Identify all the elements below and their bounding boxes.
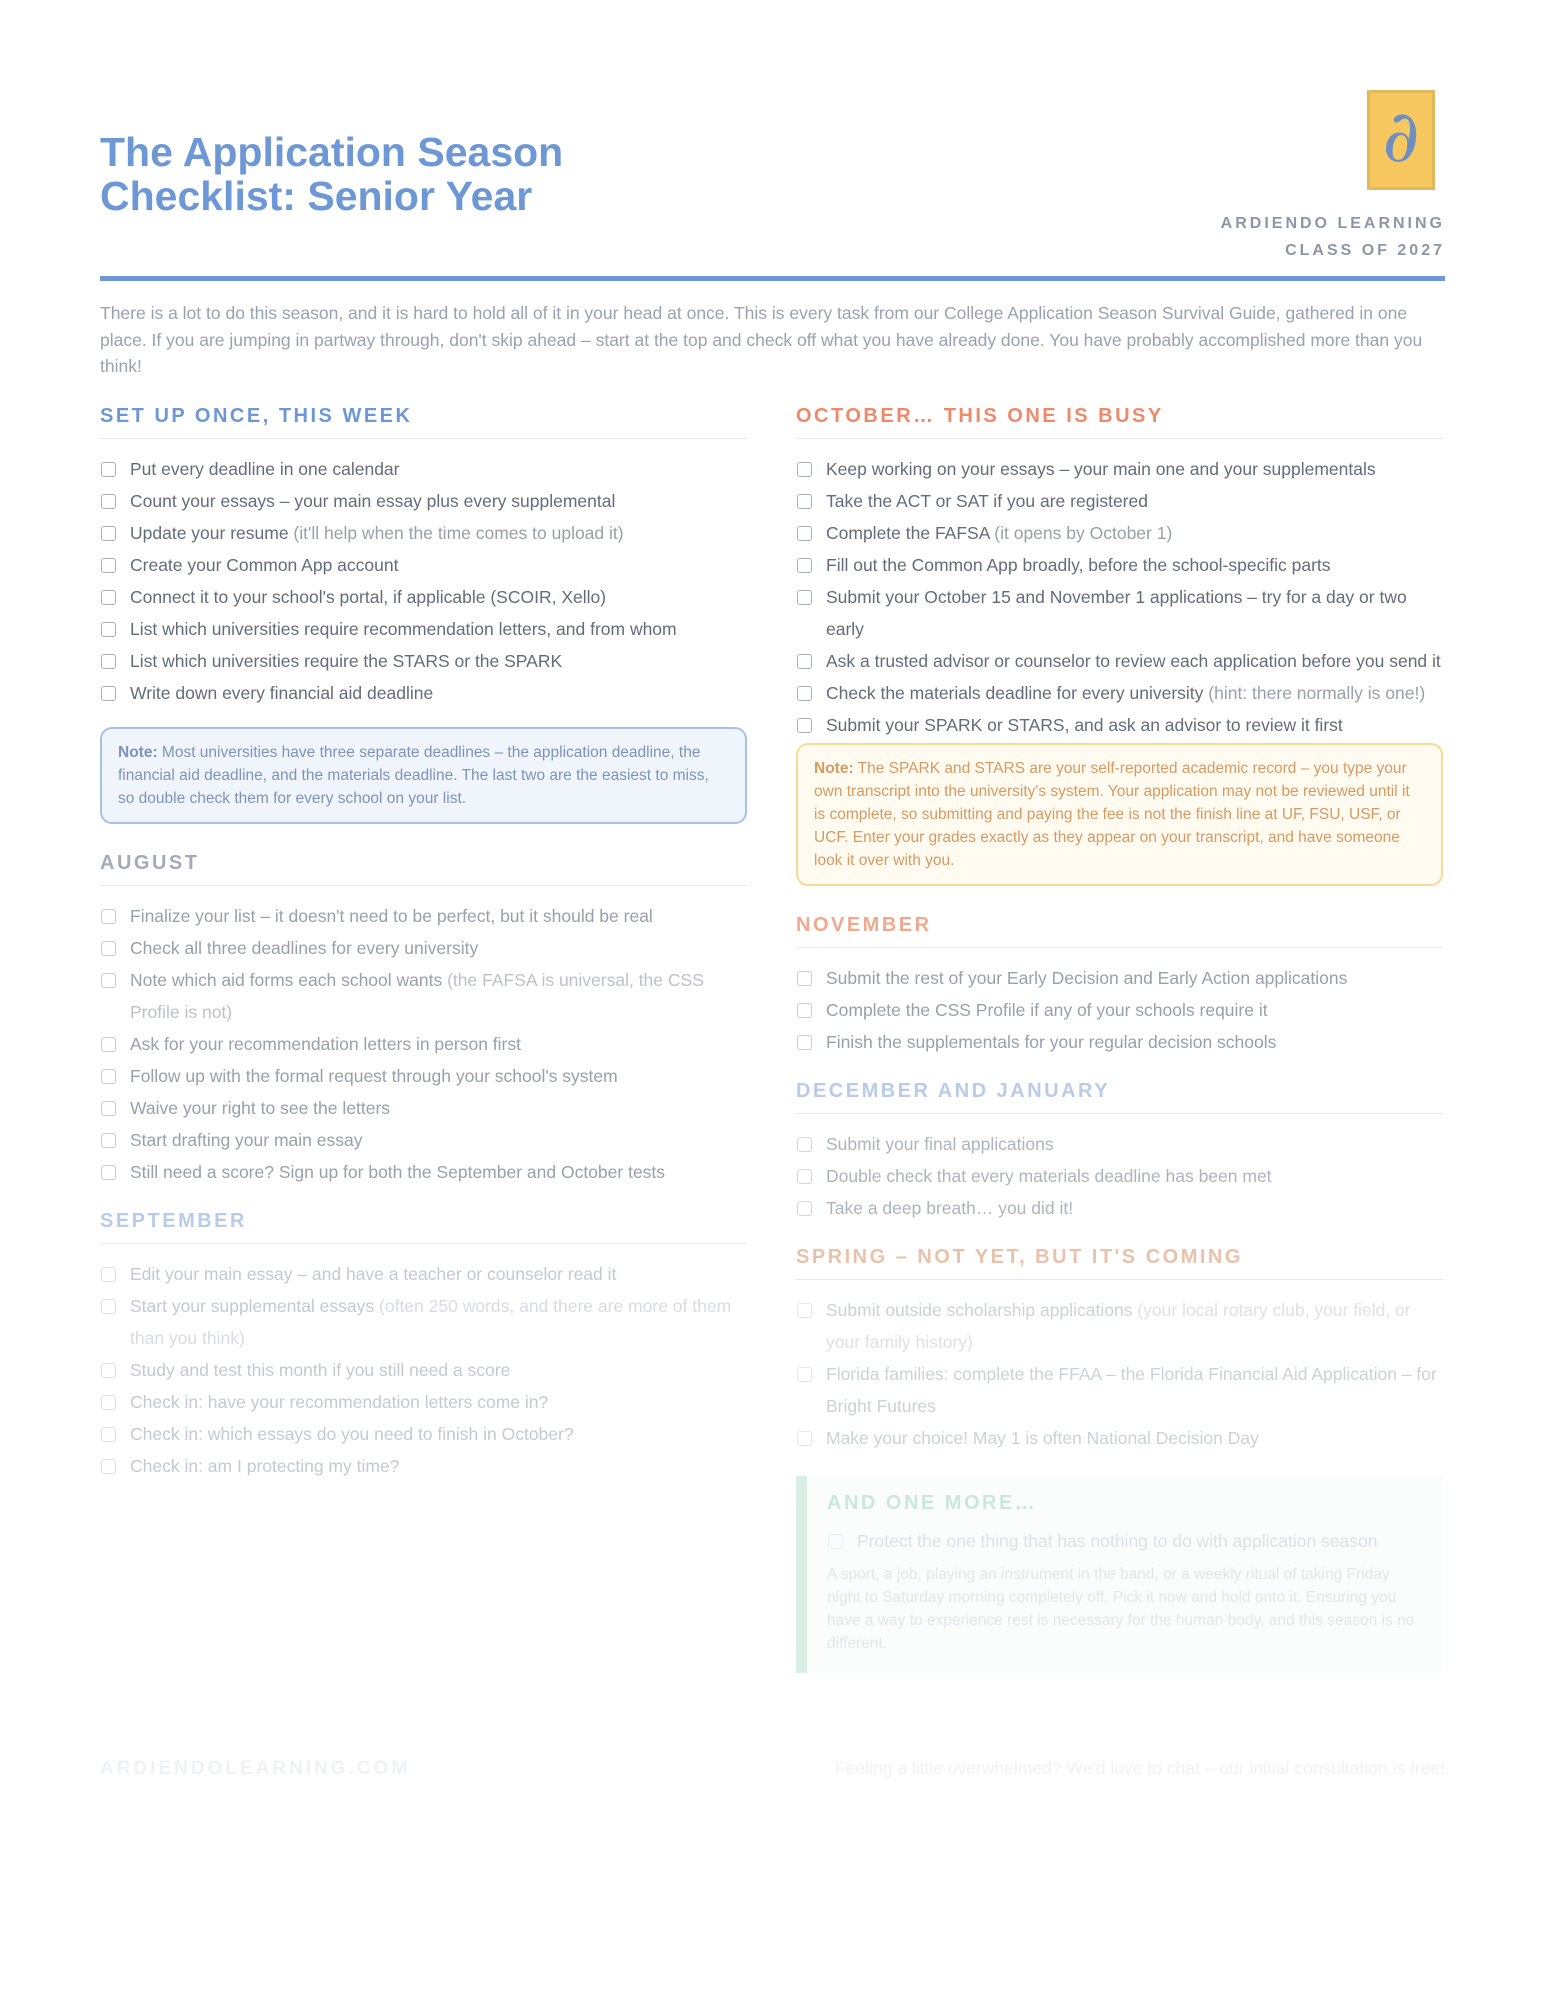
checkbox[interactable] <box>101 1427 116 1442</box>
item-hint: (hint: there normally is one!) <box>1208 683 1426 703</box>
brand-name: ARDIENDO LEARNING <box>1220 215 1445 232</box>
item-text: Count your essays – your main essay plus every supplemental <box>130 491 616 511</box>
checkbox[interactable] <box>101 590 116 605</box>
checkbox[interactable] <box>101 494 116 509</box>
item-hint: (it'll help when the time comes to upload it) <box>293 523 624 543</box>
item-text: Take a deep breath… you did it! <box>826 1198 1074 1218</box>
checklist-item[interactable] <box>796 549 1443 581</box>
checklist-item[interactable] <box>100 1028 747 1060</box>
item-text: Complete the FAFSA <box>826 523 995 543</box>
note-text: Most universities have three separate deadlines – the application deadline, the financial aid deadline, and the materials deadline. The last two are the easiest to miss, so double check them for every school on your list. <box>118 744 709 807</box>
checklist-item[interactable] <box>100 1156 747 1188</box>
item-text: Keep working on your essays – your main one and your supplementals <box>826 459 1376 479</box>
item-text: Make your choice! May 1 is often National Decision Day <box>826 1428 1259 1448</box>
checkbox[interactable] <box>797 686 812 701</box>
checklist-item[interactable] <box>100 1386 747 1418</box>
checkbox[interactable] <box>797 1303 812 1318</box>
checkbox[interactable] <box>797 1035 812 1050</box>
checklist-item[interactable] <box>100 1418 747 1450</box>
checklist <box>796 1128 1443 1224</box>
intro-paragraph: There is a lot to do this season, and it is hard to hold all of it in your head at once. This is every task from our College Application Season Survival Guide, gathered in one place. If you are jumping in partway through, don't skip ahead – start at the top and check off what you have already done. You have probably accomplished more than you think! <box>100 303 1423 376</box>
checkbox[interactable] <box>101 1037 116 1052</box>
checkbox[interactable] <box>797 1201 812 1216</box>
item-text: Check in: which essays do you need to finish in October? <box>130 1424 574 1444</box>
checklist-item[interactable] <box>796 962 1443 994</box>
item-hint: (the FAFSA is universal, the CSS Profile is not) <box>130 970 704 1022</box>
section-heading: SEPTEMBER <box>100 1210 747 1244</box>
footer-cta: Feeling a little overwhelmed? We'd love to chat – our initial consultation is free! <box>834 1758 1445 1778</box>
item-text: Note which aid forms each school wants <box>130 970 448 990</box>
checkbox[interactable] <box>797 1137 812 1152</box>
checklist <box>100 453 747 709</box>
deadlines-note <box>100 727 747 824</box>
checklist-item[interactable] <box>796 1294 1443 1358</box>
checkbox[interactable] <box>797 718 812 733</box>
item-text: Submit your final applications <box>826 1134 1054 1154</box>
item-text: Still need a score? Sign up for both the September and October tests <box>130 1162 666 1182</box>
checklist <box>796 962 1443 1058</box>
section-october <box>796 405 1443 886</box>
more-text: A sport, a job, playing an instrument in the band, or a weekly ritual of taking Friday night to Saturday morning completely off. Pick it now and hold onto it. Ensuring you have a way to experience rest is necessary for the human body, and this season is no different. <box>827 1566 1415 1652</box>
item-text: Finish the supplementals for your regular decision schools <box>826 1032 1277 1052</box>
checklist <box>100 1258 747 1482</box>
checklist <box>796 1294 1443 1454</box>
checkbox[interactable] <box>101 462 116 477</box>
checkbox[interactable] <box>797 462 812 477</box>
section-heading: SPRING – NOT YET, BUT IT'S COMING <box>796 1246 1443 1280</box>
checkbox[interactable] <box>101 1363 116 1378</box>
checklist-item[interactable] <box>796 709 1443 741</box>
item-text: Florida families: complete the FFAA – the Florida Financial Aid Application – for Bright Futures <box>826 1364 1437 1416</box>
item-text: Double check that every materials deadline has been met <box>826 1166 1272 1186</box>
item-text: Write down every financial aid deadline <box>130 683 434 703</box>
checkbox[interactable] <box>101 1133 116 1148</box>
checkbox[interactable] <box>797 1003 812 1018</box>
checklist-item[interactable] <box>796 1128 1443 1160</box>
right-column <box>796 405 1443 1673</box>
more-heading: AND ONE MORE… <box>827 1492 1038 1514</box>
checklist <box>796 453 1443 741</box>
checklist-item[interactable] <box>796 677 1443 709</box>
checkbox[interactable] <box>797 1431 812 1446</box>
item-text: List which universities require recommendation letters, and from whom <box>130 619 677 639</box>
item-text: Put every deadline in one calendar <box>130 459 400 479</box>
checklist-item[interactable] <box>796 1026 1443 1058</box>
checkbox[interactable] <box>101 1299 116 1314</box>
checklist-item[interactable] <box>100 964 747 1028</box>
footer-site-link[interactable]: ARDIENDOLEARNING.COM <box>100 1758 411 1779</box>
section-setup <box>100 405 747 824</box>
item-text: Connect it to your school's portal, if applicable (SCOIR, Xello) <box>130 587 607 607</box>
checkbox[interactable] <box>101 1459 116 1474</box>
checkbox[interactable] <box>828 1534 843 1549</box>
item-hint: (it opens by October 1) <box>994 523 1173 543</box>
item-text: Submit your October 15 and November 1 applications – try for a day or two early <box>826 587 1407 639</box>
checklist-item[interactable] <box>100 1354 747 1386</box>
checklist-item[interactable] <box>100 677 747 709</box>
checkbox[interactable] <box>797 526 812 541</box>
checklist-item[interactable] <box>796 517 1443 549</box>
section-spring <box>796 1246 1443 1454</box>
item-text: Follow up with the formal request through your school's system <box>130 1066 618 1086</box>
checkbox[interactable] <box>101 1165 116 1180</box>
checkbox[interactable] <box>797 971 812 986</box>
item-text: Submit the rest of your Early Decision and Early Action applications <box>826 968 1348 988</box>
item-text: Start drafting your main essay <box>130 1130 363 1150</box>
checklist-item[interactable] <box>100 549 747 581</box>
class-of: CLASS OF 2027 <box>1285 242 1445 259</box>
item-text: Check in: have your recommendation letters come in? <box>130 1392 549 1412</box>
checklist-item[interactable] <box>796 645 1443 677</box>
checkbox[interactable] <box>101 909 116 924</box>
item-text: Check the materials deadline for every university <box>826 683 1209 703</box>
logo-mark-icon: ∂ <box>1382 94 1420 178</box>
item-text: Ask a trusted advisor or counselor to review each application before you send it <box>826 651 1441 671</box>
checklist-item[interactable] <box>100 485 747 517</box>
checklist-item[interactable] <box>100 1060 747 1092</box>
checklist-item[interactable] <box>100 932 747 964</box>
title-line-1: The Application Season <box>100 129 564 175</box>
page <box>100 0 1445 1999</box>
item-text: Submit your SPARK or STARS, and ask an advisor to review it first <box>826 715 1343 735</box>
checklist-item[interactable] <box>100 517 747 549</box>
checklist-item[interactable] <box>796 581 1443 645</box>
checklist-item[interactable] <box>796 485 1443 517</box>
note-label: Note: <box>814 760 854 777</box>
checkbox[interactable] <box>797 590 812 605</box>
section-heading: AUGUST <box>100 852 747 886</box>
checkbox[interactable] <box>797 494 812 509</box>
checklist <box>100 900 747 1188</box>
checklist-item[interactable] <box>100 613 747 645</box>
item-text: Take the ACT or SAT if you are registered <box>826 491 1148 511</box>
section-november <box>796 914 1443 1058</box>
section-heading: OCTOBER… THIS ONE IS BUSY <box>796 405 1443 439</box>
item-text: Start your supplemental essays <box>130 1296 380 1316</box>
checklist-item[interactable] <box>100 453 747 485</box>
checkbox[interactable] <box>797 558 812 573</box>
note-text: The SPARK and STARS are your self-reported academic record – you type your own transcript into the university's system. Your application may not be reviewed until it is complete, so submitting and paying the fee is not the finish line at UF, FSU, USF, or UCF. Enter your grades exactly as they appear on your transcript, and have someone look it over with you. <box>814 760 1410 869</box>
checkbox[interactable] <box>797 1367 812 1382</box>
title-line-2: Checklist: Senior Year <box>100 173 533 219</box>
item-text: Waive your right to see the letters <box>130 1098 391 1118</box>
header <box>100 94 1445 280</box>
checkbox[interactable] <box>101 1101 116 1116</box>
checklist-item[interactable] <box>796 1160 1443 1192</box>
checkbox[interactable] <box>101 1267 116 1282</box>
checkbox[interactable] <box>797 654 812 669</box>
item-hint: (your local rotary club, your field, or your family history) <box>826 1300 1411 1352</box>
section-heading: SET UP ONCE, THIS WEEK <box>100 405 747 439</box>
section-heading: NOVEMBER <box>796 914 1443 948</box>
section-september <box>100 1210 747 1482</box>
checklist-item[interactable] <box>100 1290 747 1354</box>
checklist-item[interactable] <box>100 645 747 677</box>
section-december <box>796 1080 1443 1224</box>
item-hint: (often 250 words, and there are more of them than you think) <box>130 1296 732 1348</box>
left-column <box>100 405 747 1504</box>
checklist <box>827 1525 1425 1557</box>
checklist-item[interactable] <box>796 1422 1443 1454</box>
checklist-item[interactable] <box>796 1192 1443 1224</box>
item-text: Protect the one thing that has nothing to do with application season <box>857 1531 1378 1551</box>
item-text: Study and test this month if you still need a score <box>130 1360 511 1380</box>
checklist-item[interactable] <box>796 1358 1443 1422</box>
checkbox[interactable] <box>101 526 116 541</box>
item-text: Submit outside scholarship applications <box>826 1300 1138 1320</box>
item-text: Check all three deadlines for every university <box>130 938 479 958</box>
checkbox[interactable] <box>101 654 116 669</box>
brand-block <box>1221 210 1445 264</box>
checkbox[interactable] <box>101 1069 116 1084</box>
checkbox[interactable] <box>101 1395 116 1410</box>
item-text: Create your Common App account <box>130 555 399 575</box>
header-rule <box>100 276 1445 281</box>
section-heading: DECEMBER AND JANUARY <box>796 1080 1443 1114</box>
item-text: Finalize your list – it doesn't need to be perfect, but it should be real <box>130 906 653 926</box>
item-text: Edit your main essay – and have a teacher or counselor read it <box>130 1264 617 1284</box>
checkbox[interactable] <box>101 686 116 701</box>
checkbox[interactable] <box>101 558 116 573</box>
section-august <box>100 852 747 1188</box>
item-text: Complete the CSS Profile if any of your schools require it <box>826 1000 1268 1020</box>
note-label: Note: <box>118 744 158 761</box>
checklist-item[interactable] <box>796 994 1443 1026</box>
checkbox[interactable] <box>101 973 116 988</box>
item-text: Ask for your recommendation letters in person first <box>130 1034 521 1054</box>
item-text: Fill out the Common App broadly, before the school-specific parts <box>826 555 1331 575</box>
checkbox[interactable] <box>797 1169 812 1184</box>
item-text: Update your resume <box>130 523 294 543</box>
checkbox[interactable] <box>101 941 116 956</box>
checklist-item[interactable] <box>100 581 747 613</box>
and-one-more-box <box>796 1476 1443 1673</box>
item-text: Check in: am I protecting my time? <box>130 1456 400 1476</box>
page-title <box>100 130 563 218</box>
item-text: List which universities require the STARS or the SPARK <box>130 651 563 671</box>
spark-stars-note <box>796 743 1443 886</box>
checklist-item[interactable] <box>796 453 1443 485</box>
checklist-item[interactable] <box>100 1124 747 1156</box>
checklist-item[interactable] <box>100 1258 747 1290</box>
checklist-item[interactable] <box>100 1450 747 1482</box>
checklist-item[interactable] <box>827 1525 1425 1557</box>
checklist-item[interactable] <box>100 900 747 932</box>
checklist-item[interactable] <box>100 1092 747 1124</box>
ardiendo-logo <box>1367 90 1435 190</box>
checkbox[interactable] <box>101 622 116 637</box>
